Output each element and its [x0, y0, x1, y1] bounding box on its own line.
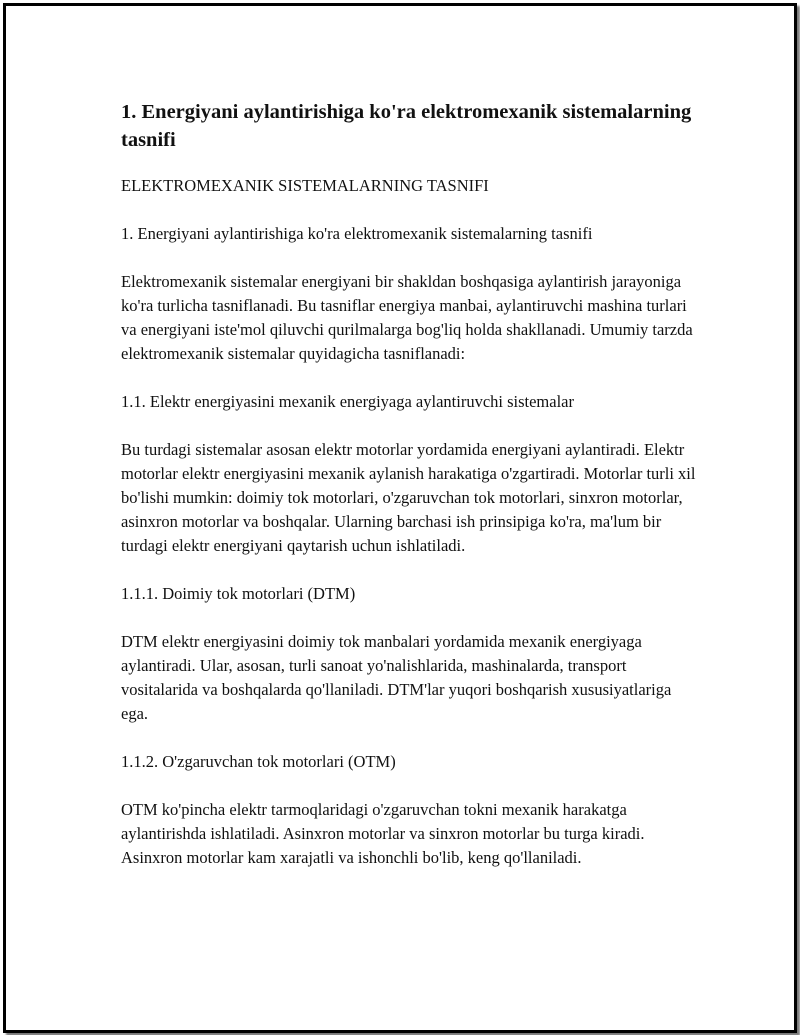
section-heading-1: 1. Energiyani aylantirishiga ko'ra elektromexanik sistemalarning tasnifi: [121, 224, 593, 243]
section-heading-1-1-2: 1.1.2. O'zgaruvchan tok motorlari (OTM): [121, 752, 396, 771]
paragraph-dtm: DTM elektr energiyasini doimiy tok manbalari yordamida mexanik energiyaga aylantiradi. Ular, asosan, turli sanoat yo'nalishlarida, mashinalarda, transport vositalarida va boshqalarda qo'llaniladi. DTM'lar yuqori boshqarish xususiyatlariga ega.: [121, 632, 672, 723]
paragraph-motors: Bu turdagi sistemalar asosan elektr motorlar yordamida energiyani aylantiradi. Elektr motorlar elektr energiyasini mexanik aylanish harakatiga o'zgartiradi. Motorlar turli xil bo'lishi mumkin: doimiy tok motorlari, o'zgaruvchan tok motorlari, sinxron motorlar, asinxron motorlar va boshqalar. Ularning barchasi ish prinsipiga ko'ra, ma'lum bir turdagi elektr energiyani qaytarish uchun ishlatiladi.: [121, 440, 696, 555]
document-page: [3, 3, 797, 1033]
section-heading-main: ELEKTROMEXANIK SISTEMALARNING TASNIFI: [121, 176, 489, 195]
paragraph-otm: OTM ko'pincha elektr tarmoqlaridagi o'zgaruvchan tokni mexanik harakatga aylantirishda ishlatiladi. Asinxron motorlar va sinxron motorlar bu turga kiradi. Asinxron motorlar kam xarajatli va ishonchli bo'lib, keng qo'llaniladi.: [121, 800, 645, 867]
paragraph-intro: Elektromexanik sistemalar energiyani bir shakldan boshqasiga aylantirish jarayoniga ko'ra turlicha tasniflanadi. Bu tasniflar energiya manbai, aylantiruvchi mashina turlari va energiyani iste'mol qiluvchi qurilmalarga bog'liq holda shakllanadi. Umumiy tarzda elektromexanik sistemalar quyidagicha tasniflanadi:: [121, 272, 693, 363]
section-heading-1-1: 1.1. Elektr energiyasini mexanik energiyaga aylantiruvchi sistemalar: [121, 392, 574, 411]
document-body: [121, 98, 696, 894]
section-heading-1-1-1: 1.1.1. Doimiy tok motorlari (DTM): [121, 584, 356, 603]
document-title: 1. Energiyani aylantirishiga ko'ra elektromexanik sistemalarning tasnifi: [121, 101, 692, 151]
